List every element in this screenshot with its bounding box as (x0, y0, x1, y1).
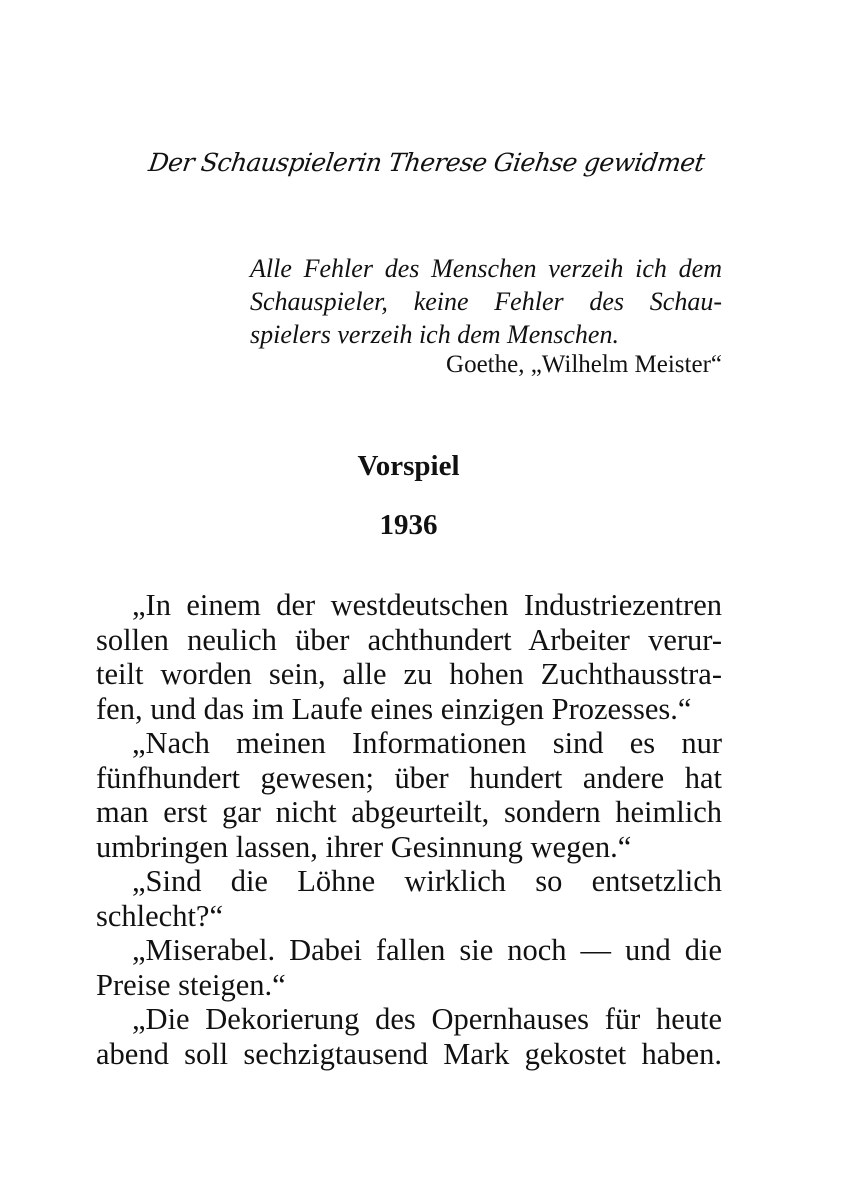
body-line: „In einem der westdeutschen Industriezentren (132, 588, 722, 622)
body-line: „Miserabel. Dabei fallen sie noch — und die (132, 933, 722, 967)
body-line: teilt worden sein, alle zu hohen Zuchthausstra- (96, 657, 722, 691)
body-line: fen, und das im Laufe eines einzigen Prozesses.“ (96, 691, 692, 726)
body-line: „Die Dekorierung des Opernhauses für heute (132, 1002, 722, 1036)
epigraph (250, 252, 722, 351)
epigraph-attribution: Goethe, „Wilhelm Meister“ (446, 351, 722, 378)
body-line: abend soll sechzigtausend Mark gekostet haben. (96, 1036, 722, 1071)
dedication: Der Schauspielerin Therese Giehse gewidmet (146, 148, 707, 177)
body-line: schlecht?“ (96, 898, 224, 933)
body-line: umbringen lassen, ihrer Gesinnung wegen.“ (96, 829, 632, 864)
chapter-year: 1936 (379, 509, 438, 541)
body-line: man erst gar nicht abgeurteilt, sondern heimlich (96, 795, 722, 829)
body-line: „Sind die Löhne wirklich so entsetzlich (132, 864, 722, 898)
body-line: Preise steigen.“ (96, 967, 286, 1002)
body-text (96, 588, 722, 1071)
body-line: „Nach meinen Informationen sind es nur (132, 726, 722, 760)
chapter-title: Vorspiel (357, 450, 460, 482)
epigraph-line: Alle Fehler des Menschen verzeih ich dem (250, 254, 722, 283)
epigraph-line: Schauspieler, keine Fehler des Schau- (250, 287, 722, 316)
epigraph-line: spielers verzeih ich dem Menschen. (250, 320, 619, 349)
body-line: fünfhundert gewesen; über hundert andere hat (96, 760, 722, 795)
body-line: sollen neulich über achthundert Arbeiter verur- (96, 622, 722, 657)
